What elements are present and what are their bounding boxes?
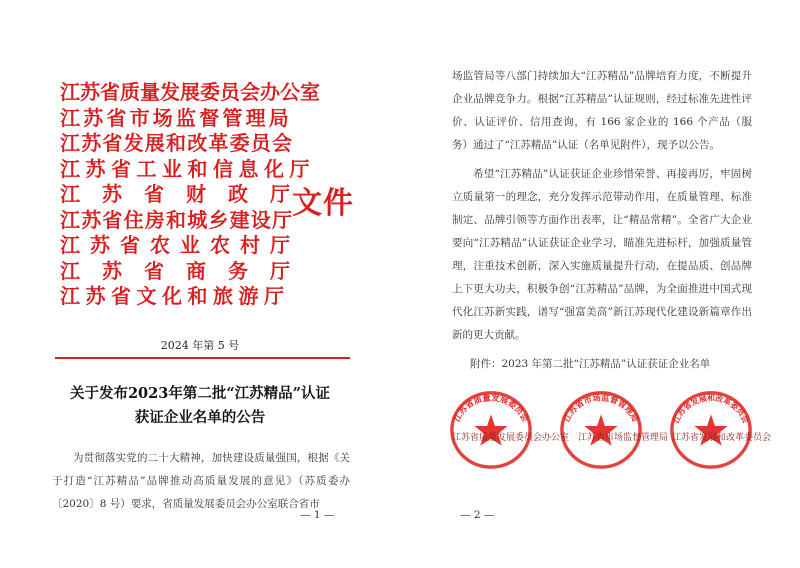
attachment-note: 附件：2023 年第二批“江苏精品”认证获证企业名单 [470, 358, 711, 370]
paragraph: 场监管局等八部门持续加大“江苏精品”品牌培育力度，不断提升企业品牌竞争力。根据“江苏精品”认证规则，经过标准先进性评价、认证评价、信用查询，有 166 家企业的 166 个产品（服务）通过了“江苏精品”认证（名单见附件），现予以公告。 [452, 70, 752, 151]
document-title [40, 382, 360, 430]
seal-label: 江苏省发展和改革委员会 [672, 433, 772, 443]
title-line: 获证企业名单的公告 [134, 409, 266, 426]
issuer-line: 江苏省商务厅 [60, 258, 312, 283]
page-number: — 2 — [460, 509, 495, 521]
issuer-line: 江苏省质量发展委员会办公室 [60, 80, 320, 104]
paragraph: 希望“江苏精品”认证获证企业珍惜荣誉、再接再厉，牢固树立质量第一的理念，充分发挥示范带动作用，在质量管理、标准制定、品牌引领等方面作出表率，让“精品常精”。全省广大企业要向“江苏精品”认证获证企业学习，瞄准先进标杆，加强质量管理，注重技术创新，深入实施质量提升行动，在提品质、创品牌上下更大功夫，积极争创“江苏精品”品牌，为全面推进中国式现代化江苏新实践，谱写“强富美高”新江苏现代化建设新篇章作出新的更大贡献。 [452, 168, 752, 341]
issuer-line: 江苏省住房和城乡建设厅 [60, 207, 294, 232]
paragraph: 为贯彻落实党的二十大精神，加快建设质量强国，根据《关于打造“江苏精品”品牌推动高质量发展的意见》（苏质委办〔2020〕8 号）要求，省质量发展委员会办公室联合省市 [52, 452, 350, 510]
seal-stamp-icon [552, 385, 650, 471]
document-number: 2024 年第 5 号 [160, 339, 240, 352]
issuer-line: 江苏省农业农村厅 [60, 233, 300, 257]
seal-stamp-icon [662, 385, 760, 471]
seal-label: 江苏省质量发展委员会办公室 [452, 433, 570, 443]
page-number: — 1 — [300, 509, 335, 521]
issuer-line: 江苏省文化和旅游厅 [60, 284, 290, 308]
red-divider [55, 357, 350, 359]
issuer-line: 江苏省财政厅 [60, 182, 312, 206]
body-text [52, 447, 350, 516]
issuer-list [60, 80, 320, 310]
issuer-line: 江苏省市场监督管理局 [60, 105, 292, 130]
svg-text:江苏省质量发展委员会: 江苏省质量发展委员会 [451, 392, 531, 424]
page-2 [400, 0, 800, 568]
svg-text:江苏省市场监督管理局: 江苏省市场监督管理局 [561, 392, 641, 424]
body-text [452, 65, 752, 347]
seal-stamp-icon [442, 385, 540, 471]
issuer-line: 江苏省工业和信息化厅 [60, 156, 315, 181]
svg-text:江苏省发展和改革委员会: 江苏省发展和改革委员会 [671, 393, 751, 425]
seal-label: 江苏省市场监督管理局 [578, 433, 669, 443]
title-line: 关于发布2023年第二批“江苏精品”认证 [69, 385, 331, 402]
document-mark: 文件 [292, 186, 354, 221]
issuer-line: 江苏省发展和改革委员会 [60, 131, 294, 155]
